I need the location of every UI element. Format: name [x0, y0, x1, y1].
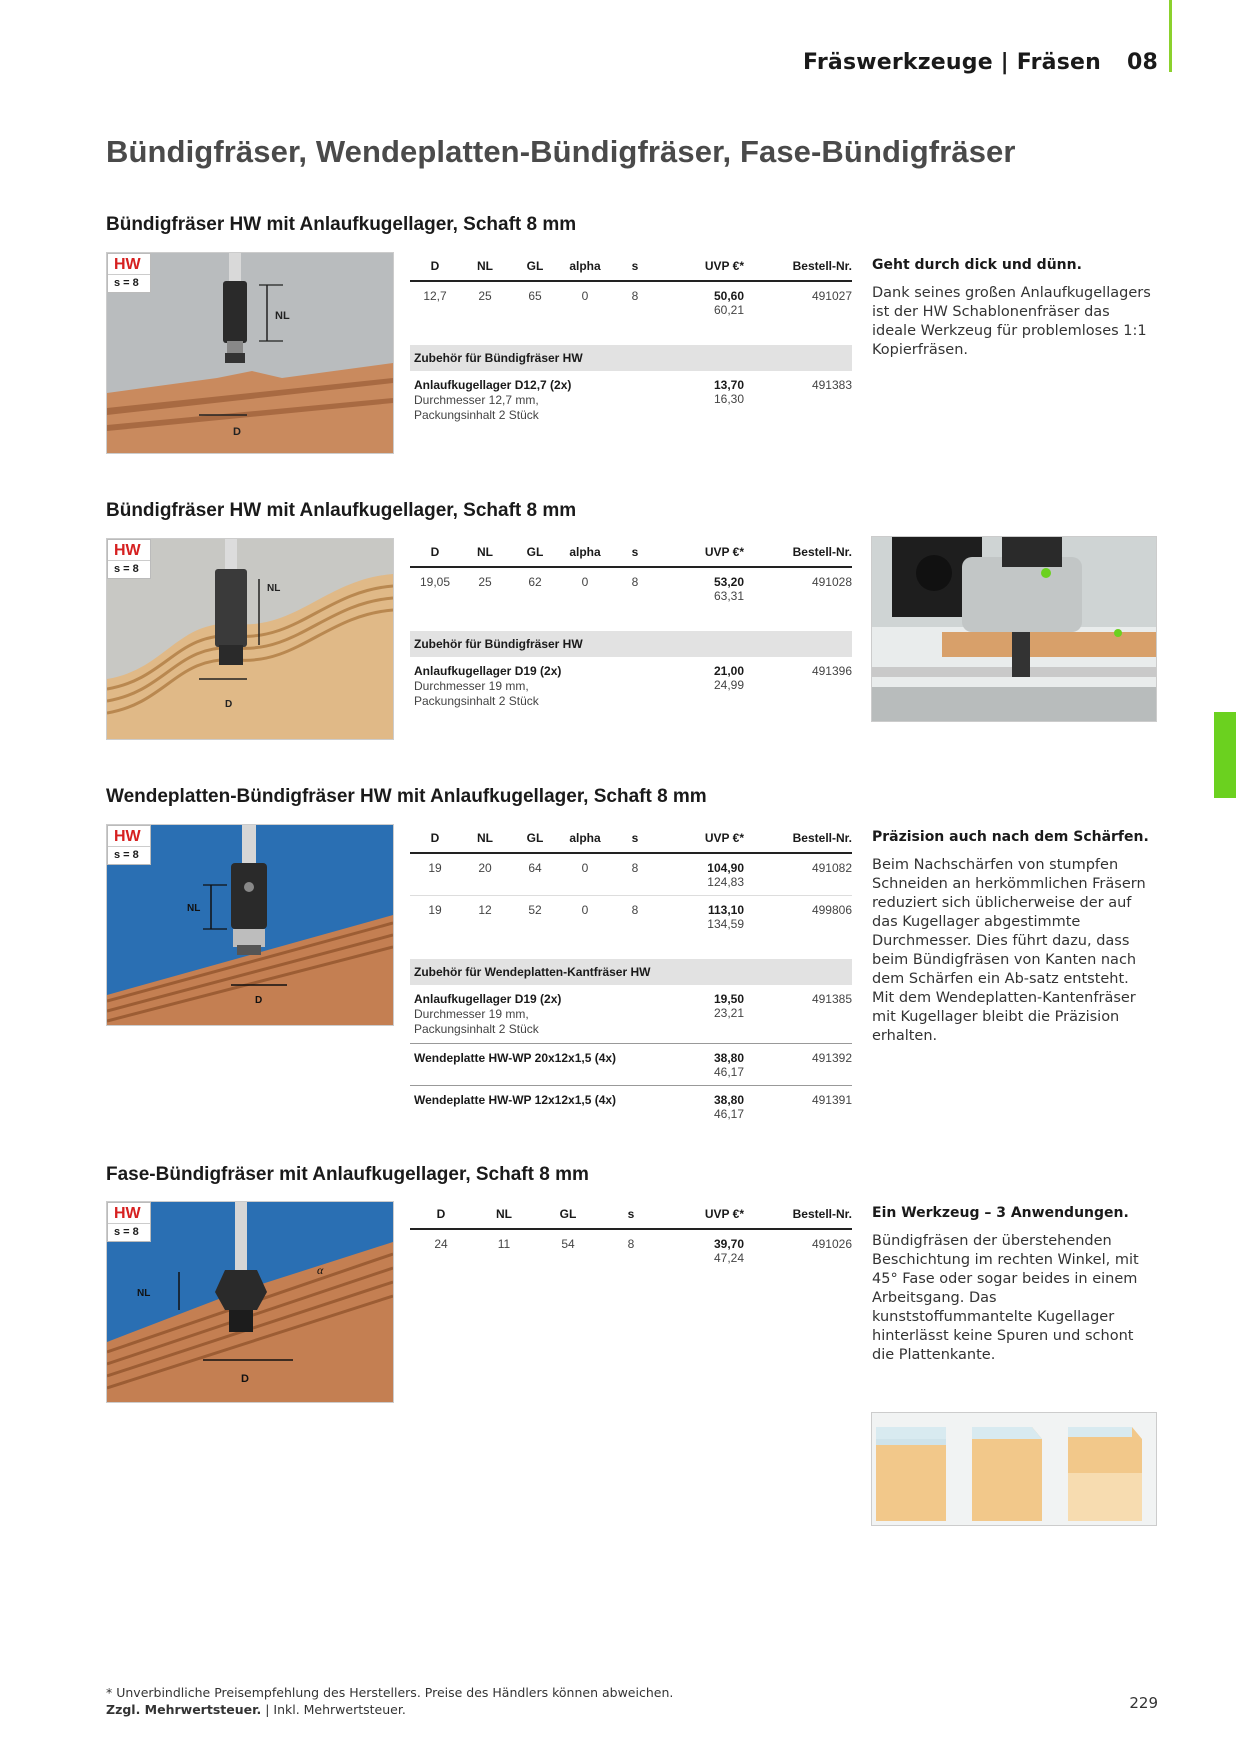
price-incl: 63,31: [713, 589, 744, 603]
col-header: Bestell-Nr.: [752, 259, 852, 281]
section-title: Bündigfräser HW mit Anlaufkugellager, Schaft 8 mm: [106, 214, 577, 235]
description-text: Beim Nachschärfen von stumpfen Schneiden an herkömmlichen Fräsern reduziert sich üblicherweise der auf das Kugellager abgestimmte Durchmesser. Dies führt dazu, dass beim Bündigfräsen von Kanten nach dem Schärfen ein Ab-satz entsteht. Mit dem Wendeplatten-Kantenfräser mit Kugellager bleibt die Präzision erhalten.: [872, 857, 1146, 1044]
cell-d: 24: [434, 1237, 448, 1251]
product-diagram: [106, 824, 394, 1026]
table-row: [410, 1229, 852, 1271]
cell-price: [660, 281, 752, 323]
product-description: [872, 1204, 1154, 1365]
diagram-label-nl: NL: [187, 903, 201, 914]
accessory-detail: Durchmesser 12,7 mm,: [414, 393, 539, 407]
cell-gl: 62: [528, 575, 542, 589]
accessory-header: Zubehör für Bündigfräser HW: [410, 345, 852, 371]
footer-note: [106, 1684, 673, 1718]
top-accent-line: [1169, 0, 1172, 72]
footnote-line: * Unverbindliche Preisempfehlung des Herstellers. Preise des Händlers können abweichen.: [106, 1685, 674, 1700]
cell-order-number: 491028: [811, 575, 852, 589]
accessory-row: [410, 1086, 852, 1128]
section-title: Fase-Bündigfräser mit Anlaufkugellager, Schaft 8 mm: [106, 1164, 589, 1185]
table-row: [410, 281, 852, 323]
col-header: alpha: [560, 259, 610, 281]
cell-gl: 52: [528, 903, 542, 917]
cell-alpha: 0: [581, 903, 589, 917]
profile-chamfer: [972, 1427, 1042, 1521]
router-in-use-photo: [871, 536, 1157, 722]
cell-order-number: 491026: [811, 1237, 852, 1251]
diagram-label-nl: NL: [275, 310, 290, 322]
hw-badge: [107, 1202, 151, 1242]
price-incl: 124,83: [707, 875, 744, 889]
price-excl: 19,50: [713, 992, 744, 1006]
table-row: [410, 896, 852, 938]
shank-label: s = 8: [108, 846, 150, 864]
price-incl: 24,99: [713, 678, 744, 692]
chapter-tab-marker: [1214, 712, 1236, 798]
price-incl: 23,21: [713, 1006, 744, 1020]
cell-gl: 65: [528, 289, 542, 303]
hw-badge: [107, 253, 151, 293]
accessory-name: [410, 1044, 660, 1086]
col-header: Bestell-Nr.: [752, 831, 852, 853]
table-row: [410, 567, 852, 609]
col-header: Bestell-Nr.: [752, 1207, 852, 1229]
description-text: Dank seines großen Anlaufkugellagers ist der HW Schablonenfräser das ideale Werkzeug für problemloses 1:1 Kopierfräsen.: [872, 285, 1151, 358]
accessory-name: [410, 371, 660, 429]
cell-order-number: 491082: [752, 853, 852, 896]
page-title: Bündigfräser, Wendeplatten-Bündigfräser, Fase-Bündigfräser: [106, 134, 1016, 169]
col-header: D: [410, 1207, 472, 1229]
accessory-detail: Packungsinhalt 2 Stück: [414, 1022, 539, 1036]
cell-alpha: 0: [581, 575, 589, 589]
chapter-number: 08: [1126, 50, 1158, 75]
cell-d: 12,7: [423, 289, 447, 303]
accessory-title: Anlaufkugellager D19 (2x): [414, 992, 562, 1006]
accessory-title: Wendeplatte HW-WP 12x12x1,5 (4x): [414, 1093, 617, 1107]
cell-s: 8: [627, 1237, 635, 1251]
cell-alpha: 0: [581, 289, 589, 303]
cell-s: 8: [631, 289, 639, 303]
description-lead: Präzision auch nach dem Schärfen.: [872, 829, 1149, 845]
description-lead: Ein Werkzeug – 3 Anwendungen.: [872, 1205, 1129, 1221]
col-header: s: [610, 831, 660, 853]
product-diagram: [106, 252, 394, 454]
cell-d: 19: [428, 903, 442, 917]
cell-price: [660, 1044, 752, 1086]
accessory-header: Zubehör für Wendeplatten-Kantfräser HW: [410, 959, 852, 985]
shank-label: s = 8: [108, 1223, 150, 1241]
cell-price: [660, 567, 752, 609]
accessory-row: [410, 1044, 852, 1086]
cell-price: [660, 985, 752, 1044]
profile-combined: [1068, 1427, 1142, 1521]
cell-nl: 25: [478, 289, 492, 303]
page-header: [803, 50, 1158, 75]
cell-order-number: 491383: [811, 378, 852, 392]
col-header: UVP €*: [660, 831, 752, 853]
price-incl: 46,17: [713, 1107, 744, 1121]
accessory-detail: Packungsinhalt 2 Stück: [414, 694, 539, 708]
col-header: NL: [460, 831, 510, 853]
spec-table: [410, 259, 852, 429]
hw-badge: [107, 539, 151, 579]
cell-price: [660, 657, 752, 715]
accessory-title: Wendeplatte HW-WP 20x12x1,5 (4x): [414, 1051, 617, 1065]
price-excl: 53,20: [713, 575, 744, 589]
cell-gl: 64: [510, 853, 560, 896]
table-row: [410, 853, 852, 896]
profile-square: [876, 1427, 946, 1521]
cell-price: [660, 853, 752, 896]
diagram-label-d: D: [225, 699, 233, 710]
col-header: NL: [460, 545, 510, 567]
price-excl: 104,90: [707, 861, 744, 875]
cell-nl: 20: [460, 853, 510, 896]
cell-nl: 12: [478, 903, 492, 917]
section-title: Wendeplatten-Bündigfräser HW mit Anlaufkugellager, Schaft 8 mm: [106, 786, 707, 807]
cell-nl: 25: [478, 575, 492, 589]
cell-order-number: 491396: [811, 664, 852, 678]
col-header: UVP €*: [660, 545, 752, 567]
col-header: GL: [510, 545, 560, 567]
col-header: s: [610, 259, 660, 281]
price-excl: 13,70: [713, 378, 744, 392]
col-header: Bestell-Nr.: [752, 545, 852, 567]
diagram-label-alpha: α: [317, 1263, 324, 1277]
accessory-row: [410, 985, 852, 1044]
accessory-detail: Durchmesser 19 mm,: [414, 679, 529, 693]
cell-nl: 11: [497, 1237, 511, 1251]
accessory-title: Anlaufkugellager D19 (2x): [414, 664, 562, 678]
diagram-label-d: D: [241, 1373, 249, 1385]
accessory-name: [410, 985, 660, 1044]
price-excl: 113,10: [707, 903, 744, 917]
edge-profile-illustration: [871, 1412, 1157, 1526]
col-header: D: [410, 831, 460, 853]
shank-label: s = 8: [108, 274, 150, 292]
accessory-header: Zubehör für Bündigfräser HW: [410, 631, 852, 657]
shank-label: s = 8: [108, 560, 150, 578]
col-header: D: [410, 545, 460, 567]
cell-order-number: 491385: [752, 985, 852, 1044]
hw-badge: [107, 825, 151, 865]
accessory-detail: Packungsinhalt 2 Stück: [414, 408, 539, 422]
footnote-vat: [106, 1701, 673, 1718]
cell-d: 19: [410, 853, 460, 896]
diagram-label-nl: NL: [267, 583, 281, 594]
accessory-detail: Durchmesser 19 mm,: [414, 1007, 529, 1021]
cell-order-number: 491391: [811, 1093, 852, 1107]
hw-label: HW: [114, 828, 141, 845]
col-header: s: [600, 1207, 662, 1229]
section-title: Bündigfräser HW mit Anlaufkugellager, Schaft 8 mm: [106, 500, 577, 521]
col-header: UVP €*: [662, 1207, 752, 1229]
col-header: NL: [460, 259, 510, 281]
cell-s: 8: [610, 853, 660, 896]
cell-price: [662, 1229, 752, 1271]
product-diagram: [106, 1201, 394, 1403]
accessory-row: [410, 657, 852, 715]
cell-order-number: 491027: [811, 289, 852, 303]
price-excl: 38,80: [713, 1051, 744, 1065]
cell-s: 8: [631, 575, 639, 589]
col-header: alpha: [560, 831, 610, 853]
cell-s: 8: [631, 903, 639, 917]
hw-label: HW: [114, 542, 141, 559]
cell-gl: 54: [561, 1237, 575, 1251]
page-number: 229: [1129, 1694, 1158, 1712]
col-header: GL: [510, 831, 560, 853]
hw-label: HW: [114, 256, 141, 273]
vat-incl-label: | Inkl. Mehrwertsteuer.: [261, 1702, 406, 1717]
product-description: [872, 828, 1154, 1046]
description-lead: Geht durch dick und dünn.: [872, 257, 1082, 273]
spec-table: [410, 831, 852, 1127]
accessory-name: [410, 657, 660, 715]
col-header: GL: [536, 1207, 600, 1229]
price-incl: 46,17: [713, 1065, 744, 1079]
price-excl: 21,00: [713, 664, 744, 678]
description-text: Bündigfräsen der überstehenden Beschichtung im rechten Winkel, mit 45° Fase oder sogar beides in einem Arbeitsgang. Das kunststoffummantelte Kugellager hinterlässt keine Spuren und schont die Plattenkante.: [872, 1233, 1139, 1363]
price-incl: 47,24: [713, 1251, 744, 1265]
price-excl: 39,70: [713, 1237, 744, 1251]
product-diagram: [106, 538, 394, 740]
price-excl: 38,80: [713, 1093, 744, 1107]
price-incl: 134,59: [707, 917, 744, 931]
col-header: D: [410, 259, 460, 281]
header-title: Fräswerkzeuge | Fräsen: [803, 50, 1101, 75]
cell-price: [660, 896, 752, 938]
cell-price: [660, 1086, 752, 1128]
cell-price: [660, 371, 752, 429]
price-incl: 60,21: [713, 303, 744, 317]
col-header: GL: [510, 259, 560, 281]
cell-alpha: 0: [560, 853, 610, 896]
accessory-row: [410, 371, 852, 429]
cell-order-number: 491392: [752, 1044, 852, 1086]
diagram-label-d: D: [255, 995, 263, 1006]
col-header: alpha: [560, 545, 610, 567]
product-description: [872, 256, 1154, 360]
hw-label: HW: [114, 1205, 141, 1222]
accessory-name: [410, 1086, 660, 1128]
cell-order-number: 499806: [811, 903, 852, 917]
cell-d: 19,05: [419, 575, 451, 589]
col-header: s: [610, 545, 660, 567]
vat-excl-label: Zzgl. Mehrwertsteuer.: [106, 1702, 262, 1717]
diagram-label-d: D: [233, 426, 241, 438]
price-incl: 16,30: [713, 392, 744, 406]
accessory-title: Anlaufkugellager D12,7 (2x): [414, 378, 572, 392]
col-header: NL: [472, 1207, 536, 1229]
diagram-label-nl: NL: [137, 1288, 151, 1299]
col-header: UVP €*: [660, 259, 752, 281]
spec-table: [410, 545, 852, 715]
spec-table: [410, 1207, 852, 1271]
price-excl: 50,60: [713, 289, 744, 303]
